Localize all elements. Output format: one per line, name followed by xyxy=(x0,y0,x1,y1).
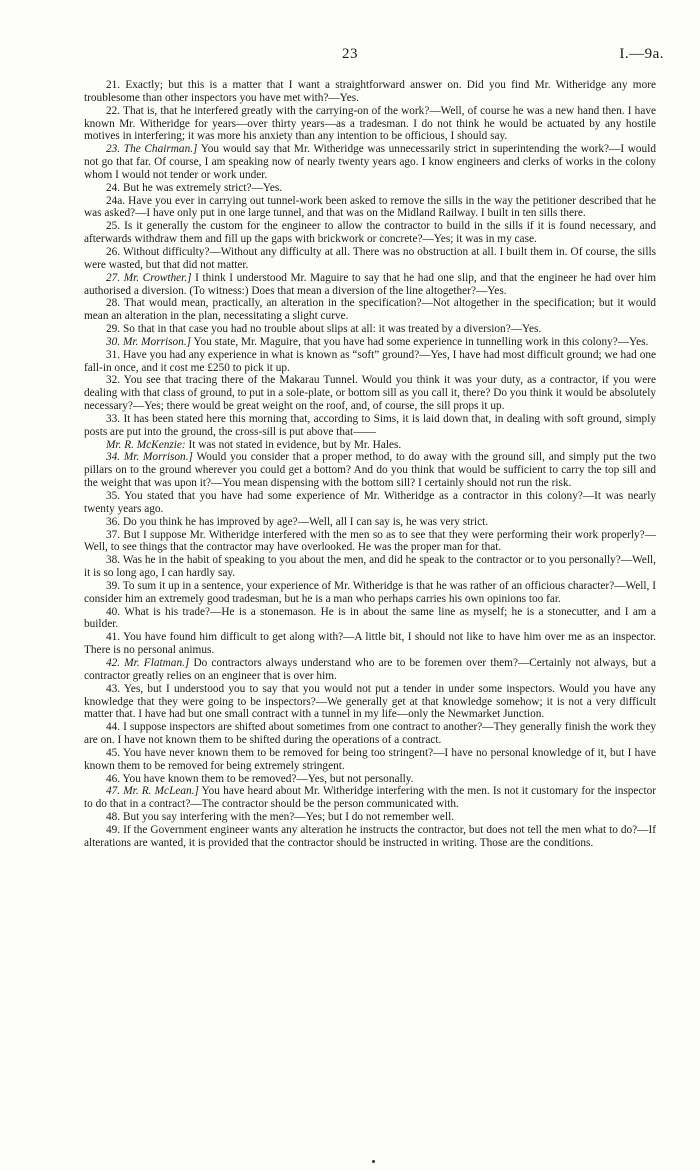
speaker-label: 47. Mr. R. McLean.] xyxy=(106,785,199,798)
paragraph-text: 45. You have never known them to be removed for being too stringent?—I have no personal knowledge of it, but I have known them to be removed for being extremely stringent. xyxy=(84,746,656,772)
paragraph-text: 26. Without difficulty?—Without any difficulty at all. There was no obstruction at all. I built them in. Of course, the sills were wasted, but that did not matter. xyxy=(84,245,656,271)
page-number: 23 xyxy=(342,46,358,62)
evidence-paragraph xyxy=(84,580,656,606)
evidence-paragraph xyxy=(84,349,656,375)
paragraph-text: 33. It has been stated here this morning that, according to Sims, it is laid down that, in dealing with soft ground, simply posts are put into the ground, the cross-sill is put above that—— xyxy=(84,412,656,438)
evidence-paragraph xyxy=(84,721,656,747)
evidence-paragraph xyxy=(84,220,656,246)
speaker-label: 23. The Chairman.] xyxy=(106,143,198,156)
evidence-paragraph xyxy=(84,323,656,336)
evidence-paragraph xyxy=(84,413,656,439)
evidence-paragraph xyxy=(84,785,656,811)
paragraph-text: 28. That would mean, practically, an alteration in the specification?—Not altogether in the specification; but it would mean an alteration in the plan, necessitating a slight curve. xyxy=(84,297,656,323)
paragraph-text: 44. I suppose inspectors are shifted about sometimes from one contract to another?—They generally finish the work they are on. I have not known them to be shifted during the operations of a contract. xyxy=(84,721,656,747)
evidence-paragraph xyxy=(84,606,656,632)
evidence-paragraph xyxy=(84,182,656,195)
evidence-paragraph xyxy=(84,773,656,786)
document-reference: I.—9a. xyxy=(619,46,664,62)
evidence-paragraph xyxy=(84,631,656,657)
paragraph-text: 37. But I suppose Mr. Witheridge interfered with the men so as to see that they were performing their work properly?—Well, to see things that the contractor may have overlooked. He was the proper man for that. xyxy=(84,528,656,554)
evidence-paragraph xyxy=(84,811,656,824)
evidence-paragraph xyxy=(84,105,656,144)
paragraph-text: 25. Is it generally the custom for the engineer to allow the contractor to build in the sills if it is found necessary, and afterwards withdraw them and fill up the gaps with brickwork or concrete?—Yes; it was in my case. xyxy=(84,220,656,246)
evidence-paragraph xyxy=(84,490,656,516)
speaker-label: 42. Mr. Flatman.] xyxy=(106,656,190,669)
evidence-paragraph xyxy=(84,297,656,323)
speaker-label: 30. Mr. Morrison.] xyxy=(106,335,192,348)
paragraph-text: 43. Yes, but I understood you to say that you would not put a tender in under some inspectors. Would you have any knowledge that they were going to be inspectors?—We generally get at that knowledge somehow; it is not a very difficult matter that. I have had but one small contract with a tunnel in my life—only the Newmarket Junction. xyxy=(84,682,656,721)
paragraph-text: 31. Have you had any experience in what is known as “soft” ground?—Yes, I have had most difficult ground; we had one fall-in once, and it cost me £250 to pick it up. xyxy=(84,348,656,374)
paragraph-text: 29. So that in that case you had no trouble about slips at all: it was treated by a diversion?—Yes. xyxy=(106,323,542,336)
evidence-paragraph xyxy=(84,451,656,490)
evidence-paragraph xyxy=(84,657,656,683)
paragraph-text: 40. What is his trade?—He is a stonemason. He is in about the same line as myself; he is a stonecutter, and I am a builder. xyxy=(84,605,656,631)
footer-dot xyxy=(372,1160,375,1163)
paragraph-text: 38. Was he in the habit of speaking to you about the men, and did he speak to the contractor or to you personally?—Well, it is so long ago, I can hardly say. xyxy=(84,554,656,580)
evidence-paragraph xyxy=(84,554,656,580)
paragraph-text: 41. You have found him difficult to get along with?—A little bit, I should not like to have him over me as an inspector. There is no personal animus. xyxy=(84,631,656,657)
paragraph-text: 46. You have known them to be removed?—Yes, but not personally. xyxy=(106,772,414,785)
paragraph-text: I think I understood Mr. Maguire to say that he had one slip, and that the engineer he had over him authorised a diversion. (To witness:) Does that mean a diversion of the line altogether?—Yes. xyxy=(84,271,656,297)
paragraph-text: You would say that Mr. Witheridge was unnecessarily strict in superintending the work?—I would not go that far. Of course, I am speaking now of nearly twenty years ago. I know engineers and clerks of works in the colony whom I would not tender or work under. xyxy=(84,143,656,181)
evidence-paragraph xyxy=(84,195,656,221)
speaker-label: 27. Mr. Crowther.] xyxy=(106,271,192,284)
paragraph-text: 35. You stated that you have had some experience of Mr. Witheridge as a contractor in this colony?—It was nearly twenty years ago. xyxy=(84,490,656,515)
evidence-paragraph xyxy=(84,516,656,529)
speaker-label: 34. Mr. Morrison.] xyxy=(106,451,193,464)
evidence-paragraph xyxy=(84,824,656,850)
paragraph-text: 49. If the Government engineer wants any alteration he instructs the contractor, but does not tell the men what to do?—If alterations are wanted, it is provided that the contractor should be instructed in writing. Those are the conditions. xyxy=(84,823,656,849)
paragraph-text: 48. But you say interfering with the men?—Yes; but I do not remember well. xyxy=(106,811,455,824)
paragraph-text: 24a. Have you ever in carrying out tunnel-work been asked to remove the sills in the way the petitioner described that he was asked?—I have only put in one large tunnel, and that was on the Midland Railway. I built in ten sills there. xyxy=(84,194,656,220)
evidence-paragraph xyxy=(84,529,656,555)
paragraph-text: 32. You see that tracing there of the Makarau Tunnel. Would you think it was your duty, as a contractor, if you were dealing with that class of ground, to put in a sole-plate, or bottom sill as you call it, there? Do you think it would be absolutely necessary?—Yes; there would be great weight on the roof, and, of course, the sill props it up. xyxy=(84,374,656,413)
paragraph-text: You have heard about Mr. Witheridge interfering with the men. Is not it customary for the inspector to do that in a contract?—The contractor should be the person communicated with. xyxy=(84,785,656,811)
speaker-label: Mr. R. McKenzie: xyxy=(106,438,186,451)
evidence-text xyxy=(84,79,656,850)
evidence-paragraph xyxy=(84,439,656,452)
paragraph-text: It was not stated in evidence, but by Mr. Hales. xyxy=(185,438,402,451)
paragraph-text: Do contractors always understand who are to be foremen over them?—Certainly not always, but a contractor greatly relies on an engineer that is over him. xyxy=(84,656,656,682)
evidence-paragraph xyxy=(84,336,656,349)
paragraph-text: 22. That is, that he interfered greatly with the carrying-on of the work?—Well, of course he was a new hand then. I have known Mr. Witheridge for years—over thirty years—as a tradesman. I do not think he would be actuated by any hostile motives in interfering; it was more his anxiety than any intention to be officious, I should say. xyxy=(84,104,656,143)
evidence-paragraph xyxy=(84,272,656,298)
paragraph-text: You state, Mr. Maguire, that you have had some experience in tunnelling work in this colony?—Yes. xyxy=(191,335,649,348)
evidence-paragraph xyxy=(84,79,656,105)
paragraph-text: 36. Do you think he has improved by age?—Well, all I can say is, he was very strict. xyxy=(106,515,489,528)
paragraph-text: 24. But he was extremely strict?—Yes. xyxy=(106,181,283,194)
evidence-paragraph xyxy=(84,246,656,272)
evidence-paragraph xyxy=(84,683,656,722)
evidence-paragraph xyxy=(84,143,656,182)
evidence-paragraph xyxy=(84,747,656,773)
paragraph-text: 21. Exactly; but this is a matter that I want a straightforward answer on. Did you find Mr. Witheridge any more troublesome than other inspectors you have met with?—Yes. xyxy=(84,79,656,104)
evidence-paragraph xyxy=(84,374,656,413)
paragraph-text: Would you consider that a proper method, to do away with the ground sill, and simply put the two pillars on to the ground wherever you could get a bottom? And do you think that would be sufficient to carry the top sill and the weight that was upon it?—You mean dispensing with the bottom sill? I certainly should not run the risk. xyxy=(84,451,656,490)
paragraph-text: 39. To sum it up in a sentence, your experience of Mr. Witheridge is that he was rather of an officious character?—Well, I consider him an extremely good tradesman, but he is a man who perhaps carries his own opinions too far. xyxy=(84,579,656,605)
